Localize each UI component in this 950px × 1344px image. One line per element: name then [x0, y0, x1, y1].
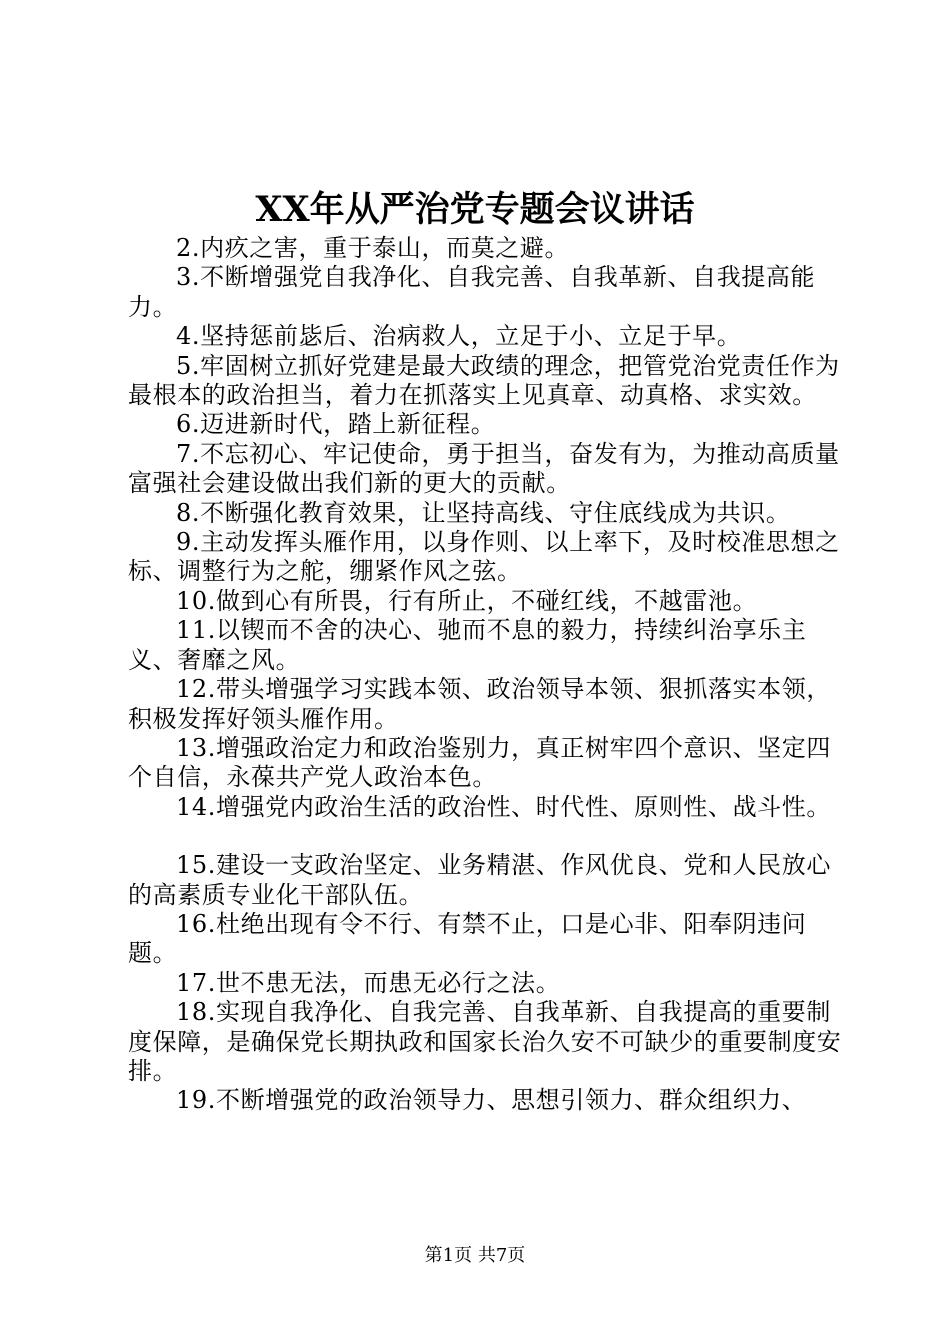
paragraph: 12.带头增强学习实践本领、政治领导本领、狠抓落实本领，积极发挥好领头雁作用。 — [128, 675, 831, 733]
paragraph: 17.世不患无法，而患无必行之法。 — [176, 968, 561, 997]
paragraph: 4.坚持惩前毖后、治病救人，立足于小、立足于早。 — [176, 322, 742, 351]
page-number-footer: 第1页 共7页 — [424, 1245, 526, 1266]
document-body — [128, 234, 843, 1116]
paragraph: 6.迈进新时代，踏上新征程。 — [176, 410, 496, 439]
paragraph: 19.不断增强党的政治领导力、思想引领力、群众组织力、 — [176, 1086, 807, 1115]
paragraph: 18.实现自我净化、自我完善、自我革新、自我提高的重要制度保障，是确保党长期执政和国家长治久安不可缺少的重要制度安排。 — [128, 998, 842, 1085]
paragraph: 14.增强党内政治生活的政治性、时代性、原则性、战斗性。 — [176, 792, 831, 821]
paragraph: 5.牢固树立抓好党建是最大政绩的理念，把管党治党责任作为最根本的政治担当，着力在抓落实上见真章、动真格、求实效。 — [128, 351, 840, 410]
paragraph: 9.主动发挥头雁作用，以身作则、以上率下，及时校准思想之标、调整行为之舵，绷紧作风之弦。 — [128, 528, 840, 586]
paragraph: 2.内疚之害，重于泰山，而莫之避。 — [176, 234, 570, 262]
document-title: XX年从严治党专题会议讲话 — [255, 189, 695, 230]
paragraph: 16.杜绝出现有令不行、有禁不止，口是心非、阳奉阴违问题。 — [128, 909, 807, 968]
paragraph: 3.不断增强党自我净化、自我完善、自我革新、自我提高能力。 — [128, 263, 816, 321]
paragraph: 13.增强政治定力和政治鉴别力，真正树牢四个意识、坚定四个自信，永葆共产党人政治本色。 — [128, 733, 831, 792]
paragraph: 11.以锲而不舍的决心、驰而不息的毅力，持续纠治享乐主义、奢靡之风。 — [128, 616, 807, 674]
paragraph: 7.不忘初心、牢记使命，勇于担当，奋发有为，为推动高质量富强社会建设做出我们新的更大的贡献。 — [128, 439, 840, 498]
paragraph: 10.做到心有所畏，行有所止，不碰红线，不越雷池。 — [176, 586, 758, 615]
paragraph: 8.不断强化教育效果，让坚持高线、守住底线成为共识。 — [176, 498, 791, 527]
paragraph: 15.建设一支政治坚定、业务精湛、作风优良、党和人民放心的高素质专业化干部队伍。 — [128, 851, 831, 909]
